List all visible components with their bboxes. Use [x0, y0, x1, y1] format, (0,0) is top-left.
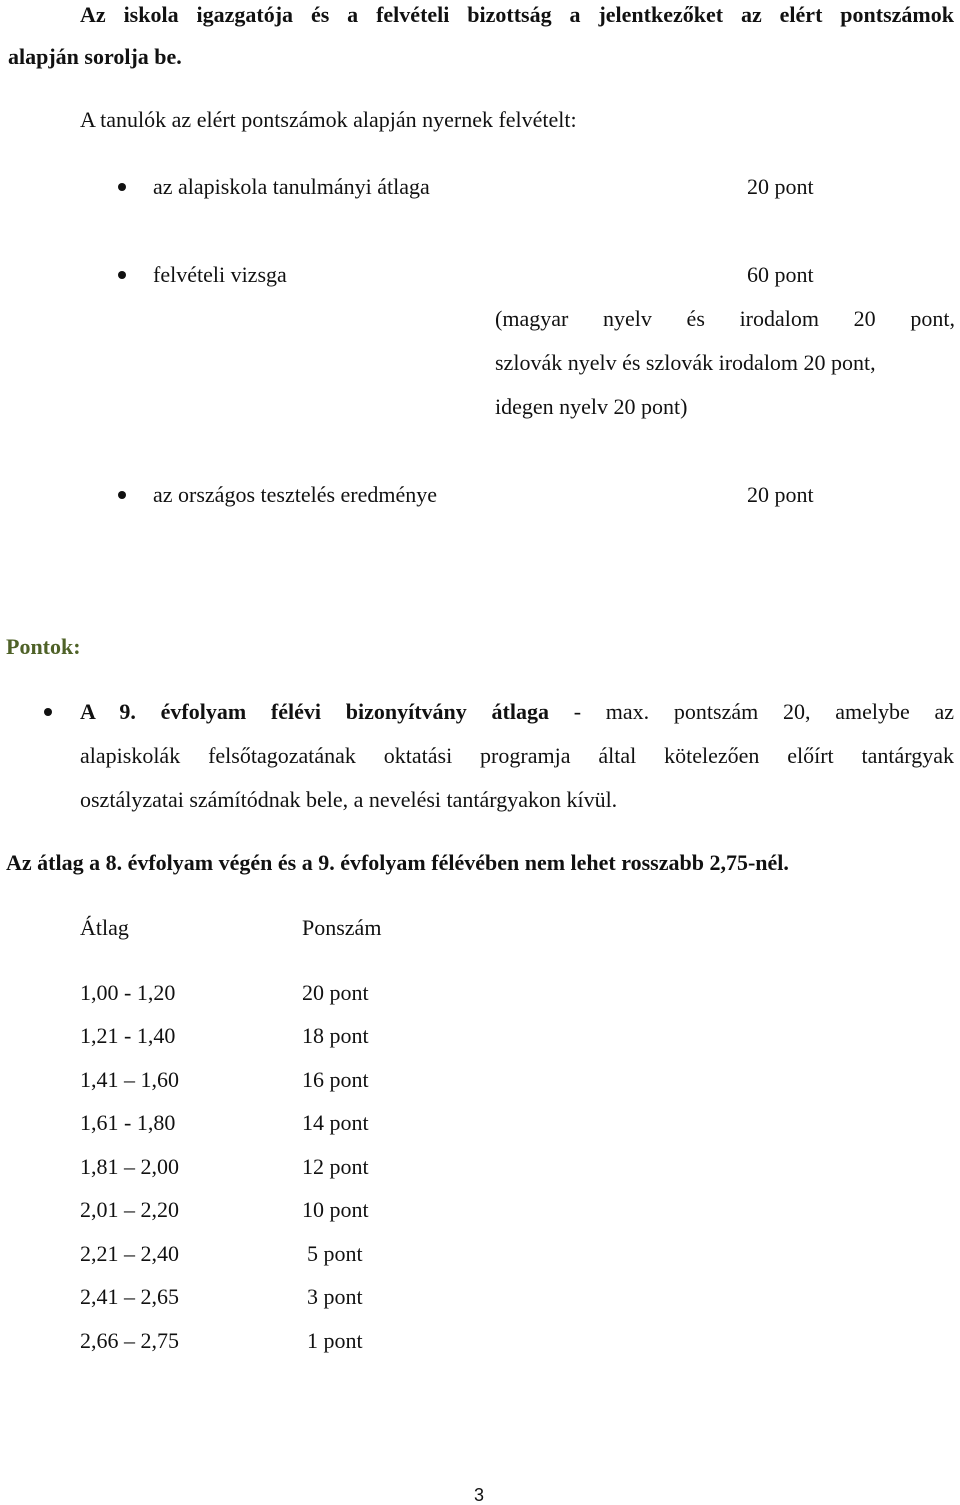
semester-line-3: osztályzatai számítódnak bele, a nevelési tantárgyakon kívül. — [80, 787, 618, 812]
semester-line-2: alapiskolák felsőtagozatának oktatási programja által kötelezően előírt tantárgyak — [80, 743, 954, 768]
row-range: 1,41 – 1,60 — [80, 1067, 179, 1092]
criterion-label: felvételi vizsga — [153, 262, 287, 287]
semester-bold-part: A 9. évfolyam félévi bizonyítvány átlaga — [80, 699, 549, 724]
exam-detail-line: (magyar nyelv és irodalom 20 pont, — [495, 306, 955, 331]
bullet-icon — [118, 183, 126, 191]
row-points: 14 pont — [302, 1110, 369, 1135]
average-rule: Az átlag a 8. évfolyam végén és a 9. évfolyam félévében nem lehet rosszabb 2,75-nél. — [6, 850, 789, 875]
row-points: 5 pont — [307, 1241, 363, 1266]
page-number: 3 — [474, 1485, 485, 1505]
row-points: 1 pont — [307, 1328, 363, 1353]
row-points: 18 pont — [302, 1023, 369, 1048]
row-range: 1,00 - 1,20 — [80, 980, 176, 1005]
criterion-label: az országos tesztelés eredménye — [153, 482, 438, 507]
row-range: 2,01 – 2,20 — [80, 1197, 179, 1222]
row-range: 2,41 – 2,65 — [80, 1284, 179, 1309]
row-range: 2,21 – 2,40 — [80, 1241, 179, 1266]
semester-line-1-rest: - max. pontszám 20, amelybe az — [548, 699, 954, 724]
row-range: 1,61 - 1,80 — [80, 1110, 176, 1135]
bullet-icon — [44, 708, 52, 716]
row-points: 12 pont — [302, 1154, 369, 1179]
criterion-points: 20 pont — [747, 174, 814, 199]
bullet-icon — [118, 271, 126, 279]
exam-detail-line: idegen nyelv 20 pont) — [495, 394, 688, 419]
semester-line-1 — [80, 701, 954, 723]
admission-lead: A tanulók az elért pontszámok alapján nyernek felvételt: — [80, 107, 577, 132]
criterion-points: 60 pont — [747, 262, 814, 287]
row-points: 20 pont — [302, 980, 369, 1005]
intro-line-2: alapján sorolja be. — [8, 44, 182, 69]
exam-detail-line: szlovák nyelv és szlovák irodalom 20 pont, — [495, 350, 876, 375]
table-header-points: Ponszám — [302, 915, 382, 940]
row-points: 16 pont — [302, 1067, 369, 1092]
row-points: 10 pont — [302, 1197, 369, 1222]
table-header-average: Átlag — [80, 915, 129, 940]
bullet-icon — [118, 491, 126, 499]
intro-line-1: Az iskola igazgatója és a felvételi bizottság a jelentkezőket az elért pontszámok — [80, 2, 954, 27]
criterion-label: az alapiskola tanulmányi átlaga — [153, 174, 430, 199]
criterion-points: 20 pont — [747, 482, 814, 507]
row-range: 1,81 – 2,00 — [80, 1154, 179, 1179]
row-points: 3 pont — [307, 1284, 363, 1309]
row-range: 2,66 – 2,75 — [80, 1328, 179, 1353]
points-heading: Pontok: — [6, 634, 81, 659]
row-range: 1,21 - 1,40 — [80, 1023, 176, 1048]
